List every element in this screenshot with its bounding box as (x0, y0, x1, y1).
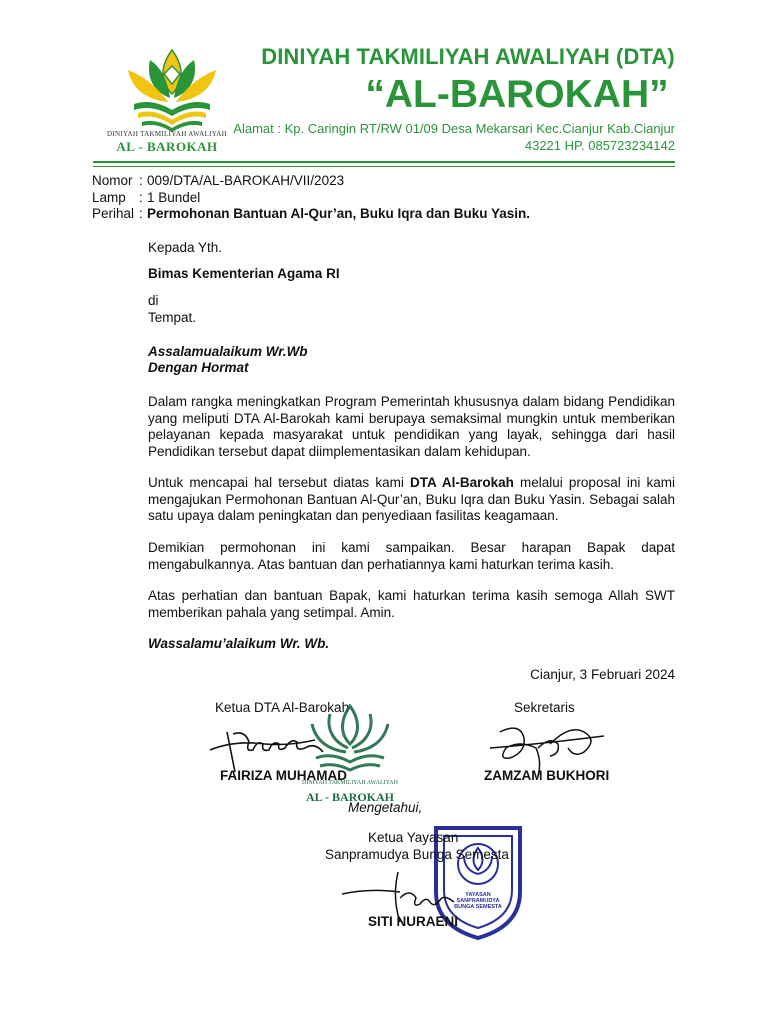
meta-perihal-label: Perihal (92, 206, 135, 221)
meta-lamp-label: Lamp (92, 189, 126, 205)
logo-subtitle: DINIYAH TAKMILIYAH AWALIYAH (106, 130, 227, 138)
body-paragraph-4: Atas perhatian dan bantuan Bapak, kami haturkan terima kasih semoga Allah SWT memberikan pahala yang setimpal. Amin. (148, 588, 675, 620)
sekretaris-label: Sekretaris (514, 700, 575, 715)
place-date: Cianjur, 3 Februari 2024 (530, 667, 675, 682)
tempat-text: Tempat. (148, 310, 197, 325)
meta-colon: : (139, 206, 143, 221)
kepada-yth: Kepada Yth. (148, 240, 223, 255)
meta-nomor-label: Nomor (92, 173, 133, 188)
di-text: di (148, 293, 159, 308)
meta-nomor (92, 173, 530, 190)
logo-name: AL - BAROKAH (116, 139, 218, 154)
closing-salam: Wassalamu’alaikum Wr. Wb. (148, 636, 330, 651)
yayasan-label: Ketua Yayasan (368, 830, 459, 845)
mengetahui: Mengetahui, (348, 800, 423, 815)
meta-lamp-value: 1 Bundel (147, 189, 201, 205)
stamp-yayasan-text: YAYASAN SANPRAMUDYA BUNGA SEMESTA (454, 892, 502, 910)
body-paragraph-2 (148, 475, 675, 525)
header-rule-thick (93, 161, 675, 163)
p2-after: melalui proposal ini kami mengajukan Permohonan Bantuan Al-Qur’an, Buku Iqra dan Buku Yasin. Sebagai salah satu upaya dalam peningkatan dan penyediaan fasilitas keagamaan. (148, 475, 675, 523)
stamp-logo-name: AL - BAROKAH (305, 790, 394, 804)
meta-perihal (92, 206, 530, 223)
org-title: DINIYAH TAKMILIYAH AWALIYAH (DTA) (261, 44, 675, 69)
meta-lamp (92, 190, 530, 207)
sekretaris-name: ZAMZAM BUKHORI (484, 768, 610, 783)
stamp-logo-subtitle: DINIYAH TAKMILIYAH AWALIYAH (302, 780, 398, 786)
p2-bold: DTA Al-Barokah (409, 475, 514, 490)
meta-colon: : (139, 189, 143, 205)
letter-meta (92, 173, 530, 223)
header-rule-thin (93, 166, 675, 167)
org-address (215, 120, 675, 154)
address-line-1: Alamat : Kp. Caringin RT/RW 01/09 Desa Mekarsari Kec.Cianjur Kab.Cianjur (233, 121, 675, 136)
address-line-2: 43221 HP. 085723234142 (524, 138, 675, 153)
meta-nomor-value: 009/DTA/AL-BAROKAH/VII/2023 (147, 173, 345, 188)
ketua-label: Ketua DTA Al-Barokah (215, 700, 350, 715)
meta-perihal-value: Permohonan Bantuan Al-Qur’an, Buku Iqra dan Buku Yasin. (147, 206, 531, 221)
body-paragraph-1: Dalam rangka meningkatkan Program Pemerintah khususnya dalam bidang Pendidikan yang meliputi DTA Al-Barokah kami berupaya semaksimal mungkin untuk memberikan pelayanan kepada masyarakat untuk pendidikan yang layak, sehingga dari hasil Pendidikan tersebut dapat diimplementasikan dalam kehidupan. (148, 394, 675, 459)
meta-colon: : (139, 173, 143, 188)
salam: Assalamualaikum Wr.Wb (148, 344, 308, 359)
recipient: Bimas Kementerian Agama RI (148, 266, 340, 281)
body-paragraph-3: Demikian permohonan ini kami sampaikan. Besar harapan Bapak dapat mengabulkannya. Atas bantuan dan perhatiannya kami haturkan terima kasih. (148, 540, 675, 572)
ketua-name: FAIRIZA MUHAMAD (220, 768, 347, 783)
p2-before: Untuk mencapai hal tersebut diatas kami (148, 475, 410, 490)
org-name: “AL-BAROKAH” (365, 73, 669, 116)
yayasan-org: Sanpramudya Bunga Semesta (325, 847, 509, 862)
yayasan-name: SITI NURAENI (368, 914, 459, 929)
hormat: Dengan Hormat (148, 360, 249, 375)
